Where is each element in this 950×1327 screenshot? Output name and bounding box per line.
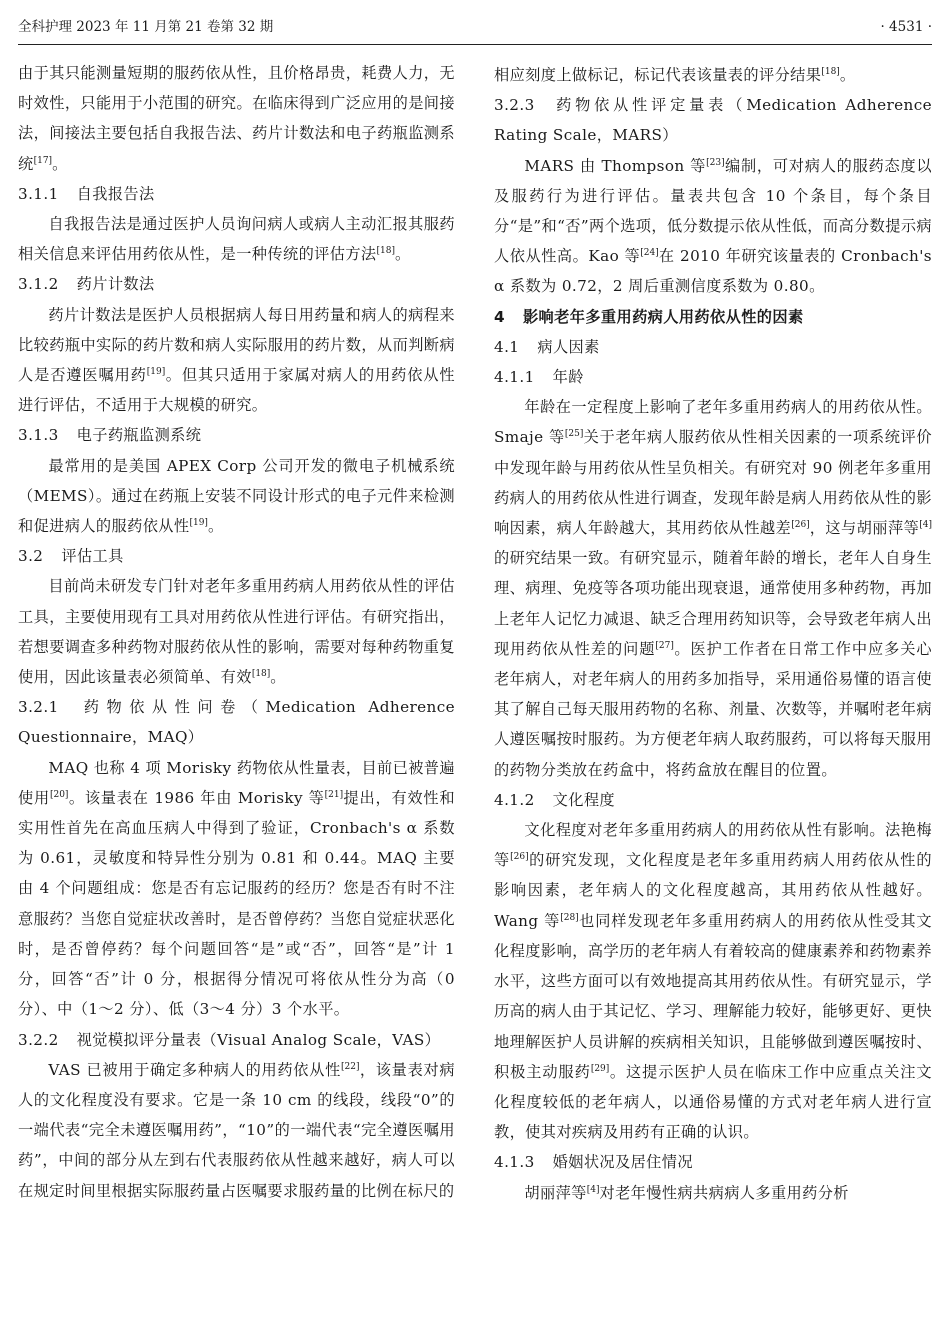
paragraph: 文化程度对老年多重用药病人的用药依从性有影响。法艳梅等[26]的研究发现，文化程度是老年多重用药病人用药依从性的影响因素，老年病人的文化程度越高，其用药依从性越好。Wang 等[28]也同样发现老年多重用药病人的用药依从性受其文化程度影响，高学历的老年病人有着较高的健康素养和药物素养水平，这些方面可以有效地提高其用药依从性。有研究显示，学历高的病人由于其记忆、学习、理解能力较好，能够更好、更快地理解医护人员讲解的疾病相关知识，且能够做到遵医嘱按时、积极主动服药[29]。这提示医护人员在临床工作中应重点关注文化程度较低的老年病人，以通俗易懂的方式对老年病人进行宣教，使其对疾病及用药有正确的认识。: [494, 821, 932, 1142]
citation[interactable]: [19]: [146, 367, 166, 378]
paragraph: VAS 已被用于确定多种病人的用药依从性[22]，该量表对病人的文化程度没有要求。它是一条 10 cm 的线段，线段“0”的一端代表“完全未遵医嘱用药”，“10”的一端代表“完全遵医嘱用药”，中间的部分从左到右代表服药依从性越来越好，病人可以在规定时间里根据实际服药量占医嘱要求服药量的比例在标尺的: [18, 1060, 456, 1200]
paragraph: MARS 由 Thompson 等[23]编制，可对病人的服药态度以及服药行为进行评估。量表共包含 10 个条目，每个条目分“是”和“否”两个选项，低分数提示依从性低，而高分数提示病人依从性高。Kao 等[24]在 2010 年研究该量表的 Cronbach's α 系数为 0.72，2 周后重测信度系数为 0.80。: [494, 156, 933, 296]
section-heading-3-2-3: 3.2.3 药物依从性评定量表（Medication Adherence Rating Scale，MARS）: [494, 96, 932, 145]
citation[interactable]: [18]: [376, 246, 395, 257]
left-column: [18, 58, 455, 1206]
citation[interactable]: [26]: [791, 520, 810, 531]
citation[interactable]: [27]: [655, 640, 674, 651]
section-heading-3-1-1: 3.1.1 自我报告法: [18, 184, 155, 203]
citation[interactable]: [22]: [341, 1061, 360, 1072]
section-heading-3-2-1: 3.2.1 药物依从性问卷（Medication Adherence Questionnaire，MAQ）: [18, 698, 455, 747]
paragraph: 胡丽萍等[4]对老年慢性病共病病人多重用药分析: [524, 1183, 849, 1202]
journal-info: 全科护理 2023 年 11 月第 21 卷第 32 期: [18, 19, 274, 35]
citation[interactable]: [19]: [189, 518, 208, 529]
citation[interactable]: [21]: [324, 789, 344, 800]
section-heading-3-1-2: 3.1.2 药片计数法: [18, 275, 155, 294]
citation[interactable]: [18]: [251, 669, 271, 680]
section-heading-4-1-2: 4.1.2 文化程度: [494, 790, 616, 809]
section-heading-4-1-1: 4.1.1 年龄: [494, 368, 584, 387]
citation[interactable]: [4]: [586, 1184, 600, 1195]
section-heading-4-1-3: 4.1.3 婚姻状况及居住情况: [494, 1153, 693, 1172]
section-heading-4-1: 4.1 病人因素: [494, 337, 600, 356]
section-heading-4: 4 影响老年多重用药病人用药依从性的因素: [494, 307, 804, 326]
page-number: · 4531 ·: [880, 19, 932, 35]
running-header: [18, 14, 932, 45]
citation[interactable]: [20]: [49, 789, 69, 800]
paragraph: 年龄在一定程度上影响了老年多重用药病人的用药依从性。Smaje 等[25]关于老年病人服药依从性相关因素的一项系统评价中发现年龄与用药依从性呈负相关。有研究对 90 例老年多重用药病人的用药依从性进行调查，发现年龄是病人用药依从性的影响因素，病人年龄越大，其用药依从性越差[26]，这与胡丽萍等[4]的研究结果一致。有研究显示，随着年龄的增长，老年人自身生理、病理、免疫等各项功能出现衰退，通常使用多种药物，再加上老年人记忆力减退、缺乏合理用药知识等，会导致老年病人出现用药依从性差的问题[27]。医护工作者在日常工作中应多关心老年病人，对老年病人的用药多加指导，采用通俗易懂的语言使其了解自己每天服用药物的名称、剂量、次数等，并嘱咐老年病人遵医嘱按时服药。为方便老年病人取药服药，可以将每天服用的药物分类放在药盒中，将药盒放在醒目的位置。: [494, 398, 933, 779]
citation[interactable]: [24]: [640, 248, 659, 259]
citation[interactable]: [23]: [706, 157, 725, 168]
paragraph: 由于其只能测量短期的服药依从性，且价格昂贵，耗费人力，无时效性，只能用于小范围的研究。在临床得到广泛应用的是间接法，间接法主要包括自我报告法、药片计数法和电子药瓶监测系统[17]。: [18, 64, 455, 173]
citation[interactable]: [18]: [821, 67, 840, 77]
right-column: [494, 60, 932, 1208]
citation[interactable]: [25]: [564, 429, 584, 440]
paragraph: 相应刻度上做标记，标记代表该量表的评分结果[18]。: [494, 66, 856, 84]
paragraph: 目前尚未研发专门针对老年多重用药病人用药依从性的评估工具，主要使用现有工具对用药依从性进行评估。有研究指出，若想要调查多种药物对服药依从性的影响，需要对每种药物重复使用，因此该量表必须简单、有效[18]。: [18, 577, 455, 687]
section-heading-3-1-3: 3.1.3 电子药瓶监测系统: [18, 426, 202, 445]
section-heading-3-2-2: 3.2.2 视觉模拟评分量表（Visual Analog Scale，VAS）: [18, 1030, 441, 1049]
paragraph: 最常用的是美国 APEX Corp 公司开发的微电子机械系统（MEMS）。通过在药瓶上安装不同设计形式的电子元件来检测和促进病人的服药依从性[19]。: [18, 456, 455, 536]
citation[interactable]: [4]: [919, 520, 932, 531]
citation[interactable]: [29]: [590, 1063, 610, 1074]
citation[interactable]: [17]: [33, 155, 53, 166]
paragraph: 药片计数法是医护人员根据病人每日用药量和病人的病程来比较药瓶中实际的药片数和病人实际服用的药片数，从而判断病人是否遵医嘱用药[19]。但其只适用于家属对病人的用药依从性进行评估，不适用于大规模的研究。: [18, 305, 456, 415]
paragraph: 自我报告法是通过医护人员询问病人或病人主动汇报其服药相关信息来评估用药依从性，是一种传统的评估方法[18]。: [18, 215, 455, 264]
citation[interactable]: [28]: [560, 912, 579, 923]
citation[interactable]: [26]: [510, 852, 529, 863]
paragraph: MAQ 也称 4 项 Morisky 药物依从性量表，目前已被普遍使用[20]。该量表在 1986 年由 Morisky 等[21]提出，有效性和实用性首先在高血压病人中得到了验证，Cronbach's α 系数为 0.61，灵敏度和特异性分别为 0.81 和 0.44。MAQ 主要由 4 个问题组成：您是否有忘记服药的经历？您是否有时不注意服药？当您自觉症状改善时，是否曾停药？当您自觉症状恶化时，是否曾停药？每个问题回答“是”或“否”，回答“是”计 1 分，回答“否”计 0 分，根据得分情况可将依从性分为高（0分）、中（1～2 分）、低（3～4 分）3 个水平。: [18, 758, 455, 1019]
section-heading-3-2: 3.2 评估工具: [18, 547, 124, 566]
